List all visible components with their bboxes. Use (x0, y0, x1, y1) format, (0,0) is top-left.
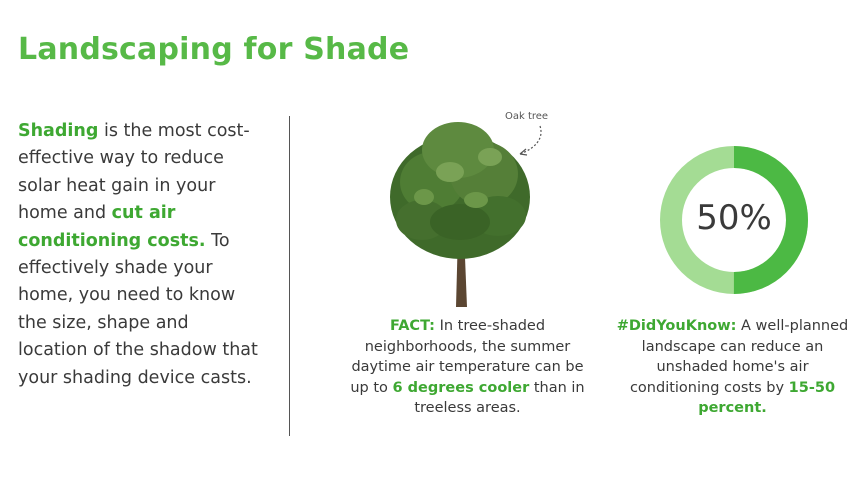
intro-text-end: To effectively shade your home, you need to know the size, shape and location of the shadow that your shading device casts. (18, 230, 258, 388)
fact-lead: FACT: (389, 318, 435, 334)
dyk-body: A well-planned landscape can reduce an unshaded home's air conditioning costs by (629, 318, 849, 396)
page-title: Landscaping for Shade (18, 32, 410, 67)
column-divider (289, 116, 290, 436)
cut-costs-highlight: cut air conditioning costs. (18, 203, 206, 251)
fact-text (345, 316, 590, 419)
fact-end: than in treeless areas. (414, 379, 585, 416)
donut-percent-label: 50% (696, 198, 772, 238)
did-you-know-text (610, 316, 855, 419)
fact-body: In tree-shaded neighborhoods, the summer daytime air temperature can be up to (350, 318, 584, 396)
shading-keyword: Shading (18, 121, 99, 141)
fact-highlight: 6 degrees cooler (392, 379, 530, 396)
intro-text-part: is the most cost-effective way to reduce solar heat gain in your home and (18, 121, 250, 224)
shading-intro-text (18, 118, 258, 392)
arrow-icon (510, 122, 550, 162)
dyk-lead: #DidYouKnow: (616, 318, 737, 334)
dyk-highlight: 15-50 percent. (698, 379, 836, 416)
oak-tree-label: Oak tree (505, 111, 549, 122)
